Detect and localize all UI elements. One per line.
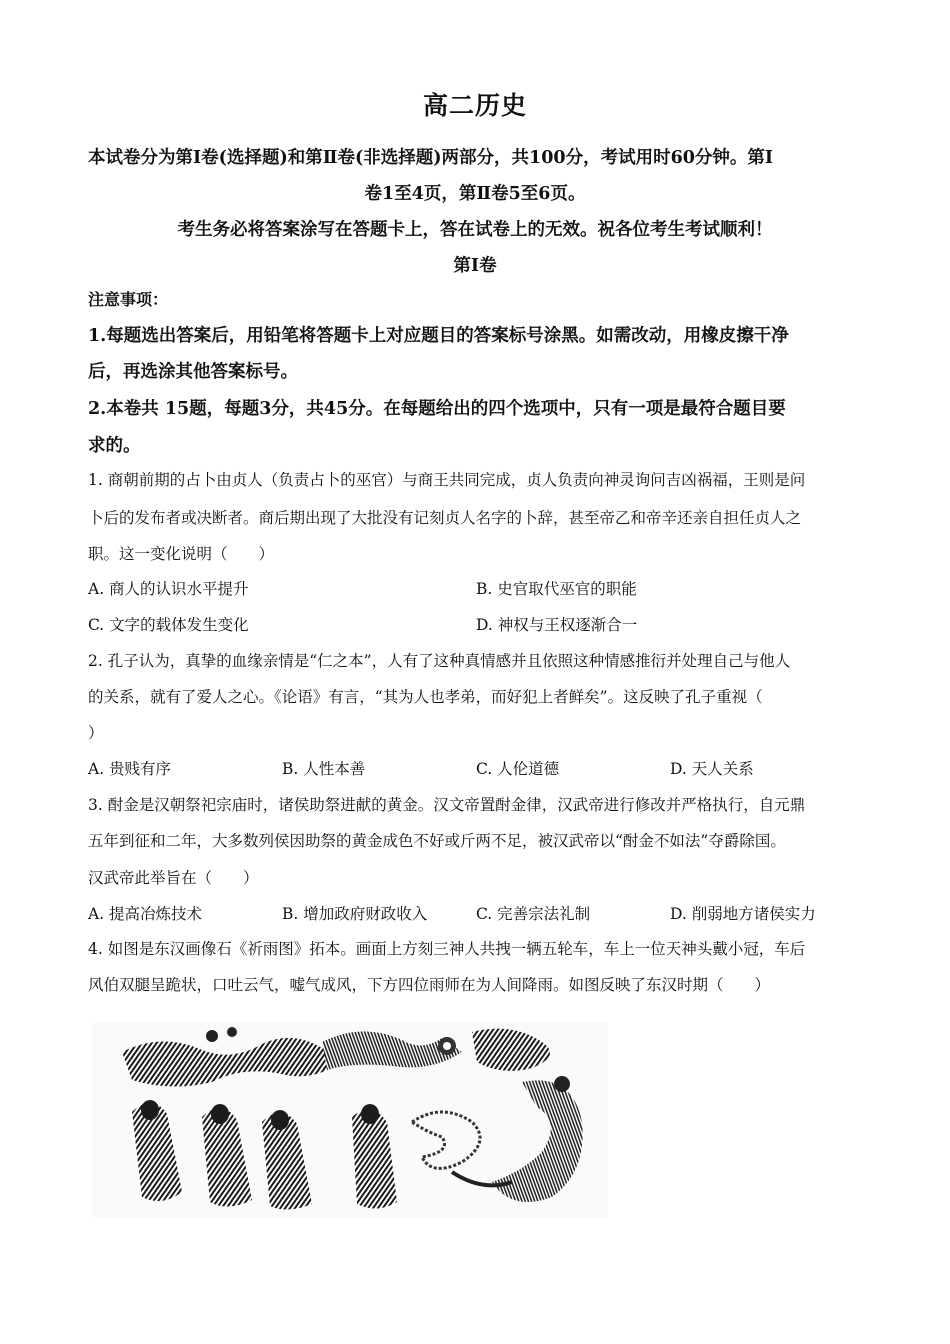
question-2-option-b: B. 人性本善 [282,760,366,778]
question-3-option-d: D. 削弱地方诸侯实力 [670,905,816,923]
notice-item-2-line-1: 2.本卷共 15题，每题3分，共45分。在每题给出的四个选项中，只有一项是最符合题目要 [88,399,786,419]
question-3-line-2: 五年到征和二年，大多数列侯因助祭的黄金成色不好或斤两不足，被汉武帝以“酎金不如法”夺爵除国。 [88,832,786,850]
question-1-option-c: C. 文字的载体发生变化 [88,616,249,634]
question-4-line-2: 风伯双腿呈跪状，口吐云气，嘘气成风，下方四位雨师在为人间降雨。如图反映了东汉时期（ ） [88,976,771,994]
question-2-option-d: D. 天人关系 [670,760,754,778]
question-2-line-2: 的关系，就有了爱人之心。《论语》有言，“其为人也孝弟，而好犯上者鲜矣”。这反映了孔子重视（ [88,688,763,706]
question-3-option-c: C. 完善宗法礼制 [476,905,591,923]
question-2-line-3: ） [88,724,104,742]
question-1-option-a: A. 商人的认识水平提升 [88,580,249,598]
notice-heading: 注意事项： [88,290,169,309]
intro-line-3: 考生务必将答案涂写在答题卡上，答在试卷上的无效。祝各位考生考试顺利！ [177,220,773,240]
notice-item-1-line-2: 后，再选涂其他答案标号。 [88,362,298,382]
question-3-line-3: 汉武帝此举旨在（ ） [88,869,259,887]
notice-item-2-line-2: 求的。 [88,436,141,456]
question-1-line-3: 职。这一变化说明（ ） [88,545,275,563]
page-title: 高二历史 [422,91,527,120]
question-2-line-1: 2. 孔子认为，真挚的血缘亲情是“仁之本”，人有了这种真情感并且依照这种情感推衍并处理自己与他人 [88,652,791,670]
question-4-line-1: 4. 如图是东汉画像石《祈雨图》拓本。画面上方刻三神人共拽一辆五轮车，车上一位天神头戴小冠，车后 [88,940,806,958]
question-1-option-d: D. 神权与王权逐渐合一 [476,616,638,634]
question-3-option-a: A. 提高冶炼技术 [88,905,203,923]
question-1-option-b: B. 史官取代巫官的职能 [476,580,637,598]
question-2-option-a: A. 贵贱有序 [88,760,172,778]
intro-line-1: 本试卷分为第Ⅰ卷(选择题)和第Ⅱ卷(非选择题)两部分，共100分，考试用时60分钟。第Ⅰ [88,148,774,168]
question-3-option-b: B. 增加政府财政收入 [282,905,428,923]
question-1-line-2: 卜后的发布者或决断者。商后期出现了大批没有记刻贞人名字的卜辞，甚至帝乙和帝辛还亲自担任贞人之 [88,509,802,527]
notice-item-1-line-1: 1.每题选出答案后，用铅笔将答题卡上对应题目的答案标号涂黑。如需改动，用橡皮擦干净 [88,326,789,346]
question-2-option-c: C. 人伦道德 [476,760,560,778]
question-1-line-1: 1. 商朝前期的占卜由贞人（负责占卜的巫官）与商王共同完成，贞人负责向神灵询问吉凶祸福，王则是问 [88,471,806,489]
rain-prayer-rubbing-image [92,1022,608,1218]
intro-line-2: 卷1至4页，第Ⅱ卷5至6页。 [364,184,586,204]
question-3-line-1: 3. 酎金是汉朝祭祀宗庙时，诸侯助祭进献的黄金。汉文帝置酎金律，汉武帝进行修改并严格执行，自元鼎 [88,796,806,814]
section-title: 第Ⅰ卷 [453,256,497,276]
